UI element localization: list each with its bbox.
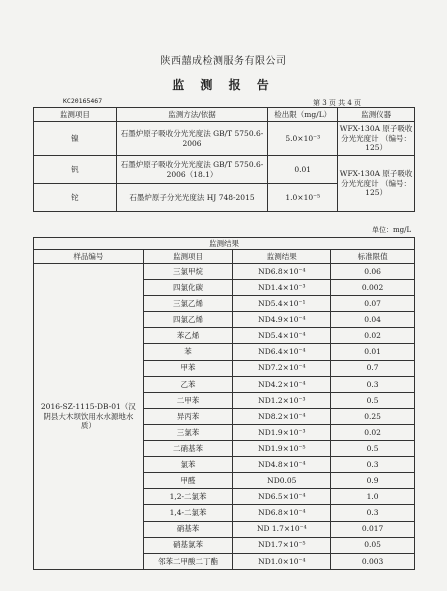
cell-item: 三氯乙烯	[143, 296, 233, 312]
cell-item: 1,2-二氯苯	[143, 489, 233, 505]
cell-result: ND4.2×10⁻⁴	[233, 376, 331, 392]
cell-standard: 0.3	[331, 505, 415, 521]
unit-label: 单位：mg/L	[372, 226, 412, 234]
cell-item: 二甲苯	[143, 392, 233, 408]
cell-item: 二硝基苯	[143, 441, 233, 457]
cell-item: 1,4-二氯苯	[143, 505, 233, 521]
cell-standard: 0.017	[331, 521, 415, 537]
cell-item: 钒	[34, 156, 117, 184]
header-item: 监测项目	[143, 250, 233, 264]
cell-standard: 1.0	[331, 489, 415, 505]
cell-result: ND6.8×10⁻⁴	[233, 264, 331, 280]
cell-item: 异丙苯	[143, 408, 233, 424]
cell-item: 甲苯	[143, 360, 233, 376]
cell-result: ND5.4×10⁻⁴	[233, 328, 331, 344]
cell-result: ND1.9×10⁻⁵	[233, 441, 331, 457]
cell-standard: 0.01	[331, 344, 415, 360]
cell-item: 苯	[143, 344, 233, 360]
cell-result: ND6.4×10⁻⁴	[233, 344, 331, 360]
cell-item: 三氯苯	[143, 424, 233, 440]
cell-result: ND6.8×10⁻⁴	[233, 505, 331, 521]
cell-result: ND1.7×10⁻⁵	[233, 537, 331, 553]
cell-standard: 0.05	[331, 537, 415, 553]
cell-item: 四氯化碳	[143, 280, 233, 296]
header-instrument: 监测仪器	[338, 108, 415, 122]
cell-standard: 0.06	[331, 264, 415, 280]
cell-result: ND6.5×10⁻⁴	[233, 489, 331, 505]
cell-standard: 0.5	[331, 392, 415, 408]
header-standard: 标准限值	[331, 250, 415, 264]
page-number: 第 3 页 共 4 页	[313, 99, 362, 107]
header-sample: 样品编号	[34, 250, 144, 264]
cell-standard: 0.02	[331, 328, 415, 344]
cell-instrument: WFX-130A 原子吸收分光光度计 （编号：125）	[338, 122, 415, 156]
cell-item: 硝基氯苯	[143, 537, 233, 553]
header-result: 监测结果	[233, 250, 331, 264]
cell-result: ND1.4×10⁻³	[233, 280, 331, 296]
report-code: KC20165467	[63, 97, 103, 105]
cell-limit: 5.0×10⁻³	[268, 122, 338, 156]
cell-limit: 1.0×10⁻⁵	[268, 184, 338, 212]
cell-item: 邻苯二甲酸二丁酯	[143, 553, 233, 569]
cell-item: 四氯乙烯	[143, 312, 233, 328]
cell-method: 石墨炉原子吸收分光光度法 GB/T 5750.6-2006	[116, 122, 268, 156]
cell-standard: 0.7	[331, 360, 415, 376]
cell-result: ND 1.7×10⁻⁴	[233, 521, 331, 537]
cell-result: ND1.0×10⁻⁴	[233, 553, 331, 569]
cell-standard: 0.002	[331, 280, 415, 296]
cell-standard: 0.5	[331, 441, 415, 457]
table-row	[34, 264, 415, 280]
cell-result: ND8.2×10⁻⁴	[233, 408, 331, 424]
cell-standard: 0.3	[331, 376, 415, 392]
cell-method: 石墨炉原子吸收分光光度法 GB/T 5750.6-2006（18.1）	[116, 156, 268, 184]
cell-item: 硝基苯	[143, 521, 233, 537]
company-name: 陕西囍成检测服务有限公司	[160, 56, 287, 67]
cell-standard: 0.003	[331, 553, 415, 569]
cell-item: 苯乙烯	[143, 328, 233, 344]
cell-item: 铊	[34, 184, 117, 212]
cell-item: 镍	[34, 122, 117, 156]
cell-result: ND7.2×10⁻⁴	[233, 360, 331, 376]
cell-limit: 0.01	[268, 156, 338, 184]
report-title: 监 测 报 告	[172, 78, 275, 92]
cell-result: ND5.4×10⁻¹	[233, 296, 331, 312]
cell-result: ND0.05	[233, 473, 331, 489]
cell-method: 石墨炉原子分光光度法 HJ 748-2015	[116, 184, 268, 212]
cell-standard: 0.25	[331, 408, 415, 424]
results-section-title: 监测结果	[34, 238, 415, 250]
results-table	[33, 237, 415, 570]
cell-result: ND1.2×10⁻³	[233, 392, 331, 408]
cell-standard: 0.3	[331, 457, 415, 473]
cell-result: ND4.8×10⁻⁴	[233, 457, 331, 473]
cell-standard: 0.04	[331, 312, 415, 328]
cell-item: 氯苯	[143, 457, 233, 473]
cell-standard: 0.07	[331, 296, 415, 312]
cell-result: ND4.9×10⁻⁴	[233, 312, 331, 328]
cell-standard: 0.02	[331, 424, 415, 440]
cell-standard: 0.9	[331, 473, 415, 489]
header-method: 监测方法/依据	[116, 108, 268, 122]
cell-item: 乙苯	[143, 376, 233, 392]
header-limit: 检出限（mg/L）	[268, 108, 338, 122]
sample-id-cell: 2016-SZ-1115-DB-01（汉阴县大木坝饮用水水源地水质）	[34, 264, 144, 570]
cell-item: 三氯甲烷	[143, 264, 233, 280]
method-table	[33, 107, 415, 212]
cell-item: 甲醛	[143, 473, 233, 489]
table-row	[34, 156, 415, 184]
table-row	[34, 122, 415, 156]
header-item: 监测项目	[34, 108, 117, 122]
cell-instrument: WFX-130A 原子吸收分光光度计 （编号：125）	[338, 156, 415, 212]
cell-result: ND1.9×10⁻³	[233, 424, 331, 440]
